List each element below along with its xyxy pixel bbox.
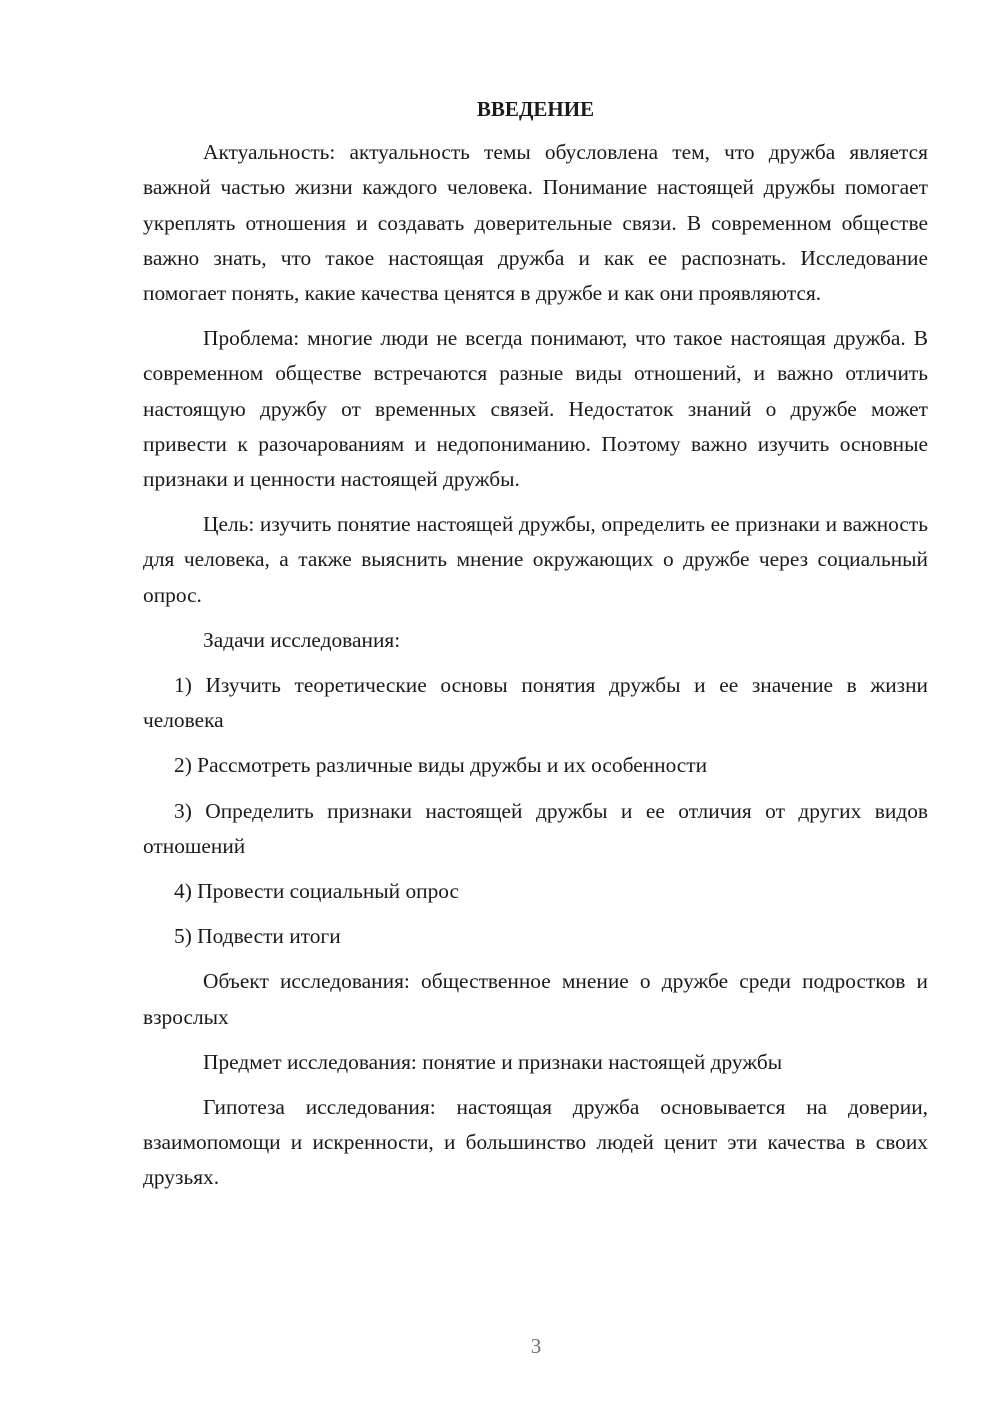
page-number: 3 xyxy=(530,1334,542,1358)
hypothesis-paragraph: Гипотеза исследования: настоящая дружба основывается на доверии, взаимопомощи и искренности, и большинство людей ценит эти качества в своих друзьях. xyxy=(143,1095,928,1190)
section-heading: ВВЕДЕНИЕ xyxy=(476,97,595,121)
task-item: 3) Определить признаки настоящей дружбы и ее отличия от других видов отношений xyxy=(143,798,928,858)
task-item: 4) Провести социальный опрос xyxy=(174,879,460,904)
document-body xyxy=(143,92,928,1206)
object-paragraph: Объект исследования: общественное мнение о дружбе среди подростков и взрослых xyxy=(143,969,928,1029)
subject-paragraph: Предмет исследования: понятие и признаки настоящей дружбы xyxy=(203,1049,783,1074)
task-item: 5) Подвести итоги xyxy=(174,924,341,949)
task-item: 1) Изучить теоретические основы понятия дружбы и ее значение в жизни человека xyxy=(143,673,928,733)
goal-paragraph: Цель: изучить понятие настоящей дружбы, определить ее признаки и важность для человека, а также выяснить мнение окружающих о дружбе через социальный опрос. xyxy=(143,512,928,607)
tasks-title: Задачи исследования: xyxy=(203,627,401,652)
task-item: 2) Рассмотреть различные виды дружбы и их особенности xyxy=(174,753,708,778)
relevance-paragraph: Актуальность: актуальность темы обусловлена тем, что дружба является важной частью жизни каждого человека. Понимание настоящей дружбы помогает укреплять отношения и создавать доверительные связи. В современном обществе важно знать, что такое настоящая дружба и как ее распознать. Исследование помогает понять, какие качества ценятся в дружбе и как они проявляются. xyxy=(143,140,928,306)
problem-paragraph: Проблема: многие люди не всегда понимают, что такое настоящая дружба. В современном обществе встречаются разные виды отношений, и важно отличить настоящую дружбу от временных связей. Недостаток знаний о дружбе может привести к разочарованиям и недопониманию. Поэтому важно изучить основные признаки и ценности настоящей дружбы. xyxy=(143,326,928,492)
